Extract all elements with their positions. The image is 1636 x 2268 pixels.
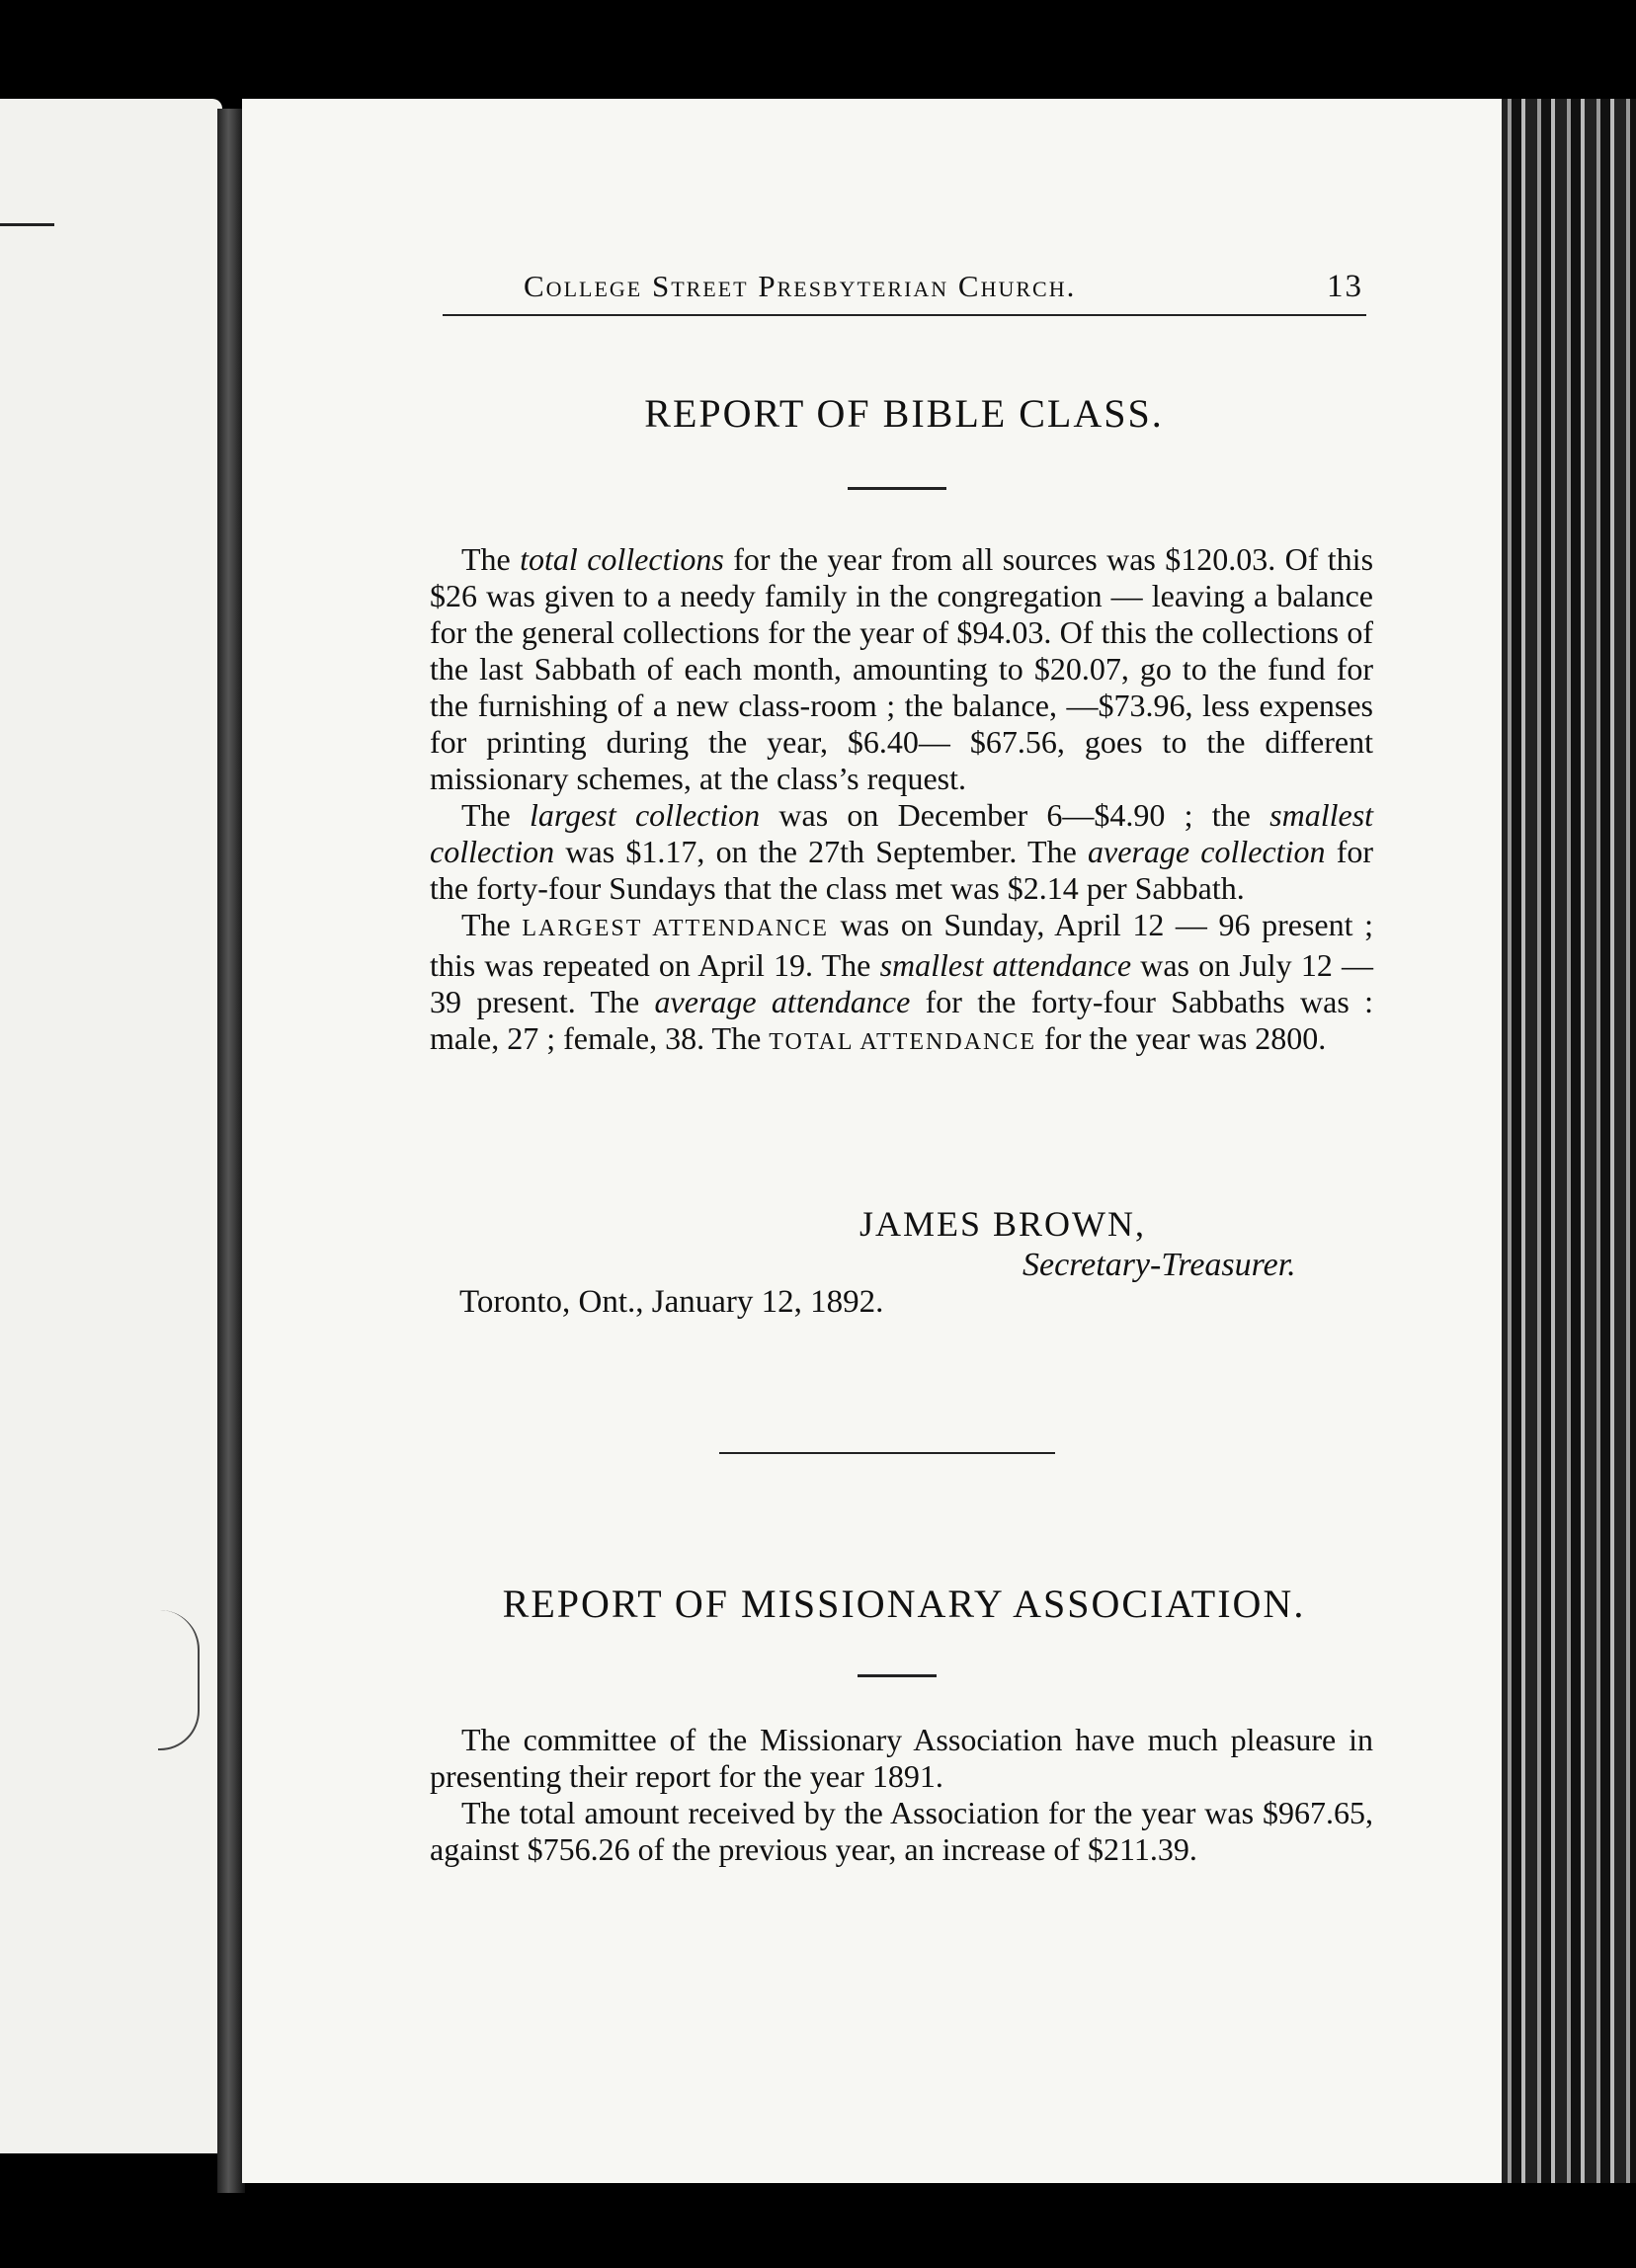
text-run: was on July 12 — 39 present. The: [430, 947, 1374, 1019]
italic-phrase: smallest collection: [430, 797, 1374, 869]
bible-class-paragraph-2: [430, 797, 1373, 907]
book-gutter: [217, 109, 245, 2193]
bible-class-heading: REPORT OF BIBLE CLASS.: [644, 391, 1164, 436]
facing-page: [0, 99, 222, 2153]
italic-phrase: total collections: [520, 541, 724, 577]
italic-phrase: average collection: [1088, 834, 1326, 869]
text-run: was on Sunday, April 12 — 96 present ; this was repeated on April 19. The: [430, 907, 1374, 983]
missionary-association-report: [430, 1722, 1373, 1868]
missionary-paragraph-1: [430, 1722, 1373, 1795]
text-run: for the year was 2800.: [1036, 1020, 1327, 1056]
text-run: The committee of the Missionary Association have much pleasure in presenting their report for the year 1891.: [430, 1722, 1373, 1794]
missionary-paragraph-2: [430, 1795, 1373, 1868]
text-run: The: [461, 797, 531, 833]
small-caps-phrase: TOTAL ATTENDANCE: [769, 1029, 1037, 1055]
italic-phrase: average attendance: [654, 984, 911, 1019]
bible-class-paragraph-3: [430, 907, 1373, 1061]
bible-class-heading-rule: [848, 487, 946, 490]
section-divider: [719, 1452, 1055, 1454]
bible-class-paragraph-1: [430, 541, 1373, 797]
facing-page-mark: [158, 1610, 200, 1750]
missionary-association-heading: REPORT OF MISSIONARY ASSOCIATION.: [502, 1581, 1306, 1626]
small-caps-phrase: LARGEST ATTENDANCE: [522, 916, 829, 941]
page-number: 13: [1327, 269, 1363, 304]
text-run: for the forty-four Sabbaths was : male, 27 ; female, 38. The: [430, 984, 1374, 1056]
signature-name: JAMES BROWN,: [859, 1204, 1147, 1244]
bible-class-report: [430, 541, 1373, 1061]
page-edges: [1482, 99, 1636, 2183]
running-head-title: College Street Presbyterian Church.: [524, 269, 1077, 303]
dateline: Toronto, Ont., January 12, 1892.: [459, 1284, 884, 1320]
text-run: for the forty-four Sundays that the class met was $2.14 per Sabbath.: [430, 834, 1374, 906]
italic-phrase: smallest attendance: [879, 947, 1132, 983]
header-rule: [443, 314, 1366, 316]
facing-page-rule: [0, 223, 54, 226]
text-run: The: [461, 907, 523, 942]
missionary-association-heading-rule: [858, 1674, 937, 1677]
text-run: The total amount received by the Association for the year was $967.65, against $756.26 of the previous year, an increase of $211.39.: [430, 1795, 1373, 1867]
signature-title: Secretary-Treasurer.: [1022, 1247, 1296, 1283]
text-run: The: [461, 541, 521, 577]
italic-phrase: largest collection: [530, 797, 761, 833]
text-run: was on December 6—$4.90 ; the: [760, 797, 1270, 833]
text-run: was $1.17, on the 27th September. The: [554, 834, 1088, 869]
text-run: for the year from all sources was $120.03. Of this $26 was given to a needy family in the congregation — leaving a balance for the general collections for the year of $94.03. Of this the collections of the last Sabbath of each month, amounting to $20.07, go to the fund for the furnishing of a new class-room ; the balance, —$73.96, less expenses for printing during the year, $6.40— $67.56, goes to the different missionary schemes, at the class’s request.: [430, 541, 1374, 796]
